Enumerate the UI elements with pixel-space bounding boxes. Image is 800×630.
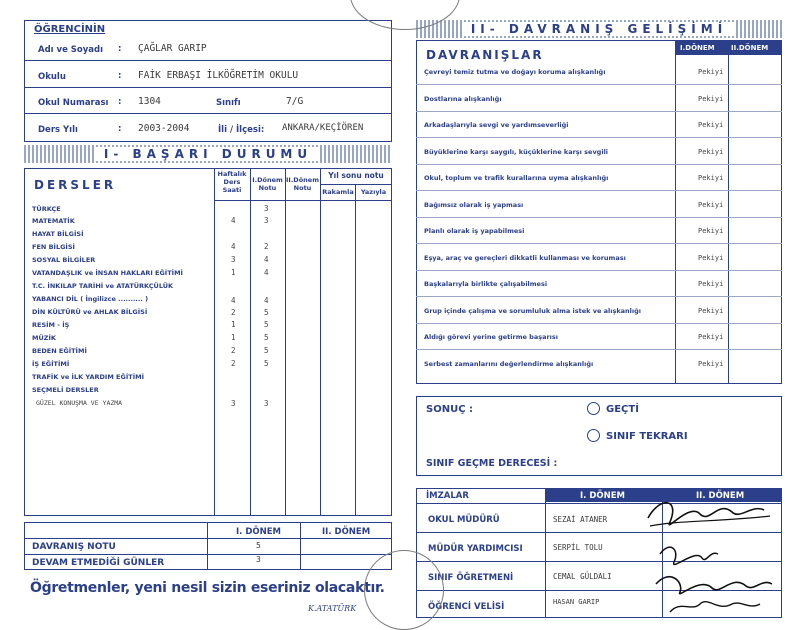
digits-header: Rakamla (322, 188, 354, 196)
subject-grade: 3 (264, 204, 269, 213)
handwritten-signatures (640, 492, 780, 620)
final-header: Yıl sonu notu (328, 171, 384, 180)
subject-hours: 2 (231, 359, 236, 368)
subject-hours: 4 (231, 242, 236, 251)
subject-hours: 2 (231, 308, 236, 317)
student-section-title: ÖĞRENCİNİN (34, 24, 106, 35)
behavior-grade: Pekiyi (698, 94, 724, 103)
bl-term1: I. DÖNEM (236, 527, 282, 537)
behavior-item: Arkadaşlarıyla sevgi ve yardımseverliği (424, 121, 569, 129)
sig-role: ÖĞRENCİ VELİSİ (428, 602, 505, 612)
behavior-item: Grup içinde çalışma ve sorumluluk alma istek ve alışkanlığı (424, 306, 642, 315)
subject-grade: 5 (264, 333, 269, 342)
behavior-item: Eşya, araç ve gereçleri dikkatli kullanması ve koruması (424, 253, 626, 262)
subject-hours: 3 (231, 255, 236, 264)
beh-term1: I.DÖNEM (680, 44, 715, 52)
class-value: 7/G (286, 96, 304, 107)
subject-grade: 4 (264, 255, 269, 264)
subject-grade: 2 (264, 242, 269, 251)
term2-header: II.Dönem Notu (286, 176, 319, 192)
behavior-grade: Pekiyi (698, 306, 724, 315)
success-title: I- BAŞARI DURUMU (96, 147, 320, 161)
behavior-item: Aldığı görevi yerine getirme başarısı (424, 333, 558, 341)
student-number: 1304 (138, 96, 161, 107)
subject-grade: 4 (264, 296, 269, 305)
province-label: İli / İlçesi: (218, 125, 265, 135)
absence-value: 3 (256, 555, 261, 564)
school-label: Okulu (38, 72, 66, 82)
behavior-title: II- DAVRANIŞ GELİŞİMİ (463, 22, 735, 36)
subject-name: TRAFİK ve İLK YARDIM EĞİTİMİ (32, 373, 144, 381)
repeat-checkbox[interactable] (587, 429, 600, 442)
words-header: Yazıyla (360, 188, 387, 196)
subject-hours: 1 (231, 333, 236, 342)
behavior-title-band (416, 20, 782, 38)
behavior-grade: Pekiyi (698, 200, 724, 209)
behavior-grade: Pekiyi (698, 253, 724, 262)
sig-name: CEMAL GÜLDALI (553, 572, 612, 581)
grades-table (24, 168, 392, 516)
subject-name: FEN BİLGİSİ (32, 243, 75, 251)
lessons-header: DERSLER (34, 178, 117, 192)
subject-name: HAYAT BİLGİSİ (32, 230, 84, 238)
province-value: ANKARA/KEÇİÖREN (282, 123, 364, 133)
subject-hours: 3 (231, 399, 236, 408)
subject-name: İŞ EĞİTİMİ (32, 360, 70, 368)
behavior-grade: Pekiyi (698, 359, 724, 368)
sig-name: HASAN GARIP (553, 598, 600, 606)
sig-role: OKUL MÜDÜRÜ (428, 515, 500, 525)
subject-grade: 5 (264, 346, 269, 355)
behavior-item: Serbest zamanlarını değerlendirme alışkanlığı (424, 359, 594, 368)
behavior-grade: Pekiyi (698, 174, 724, 182)
subject-hours: 1 (231, 268, 236, 277)
sig-name: SEZAİ ATANER (553, 515, 608, 524)
subject-grade: 3 (264, 216, 269, 225)
behavior-item: Başkalarıyla birlikte çalışabilmesi (424, 280, 548, 288)
subject-name: YABANCI DİL ( İngilizce .......... ) (32, 295, 149, 303)
subject-hours: 1 (231, 320, 236, 329)
name-label: Adı ve Soyadı (38, 45, 104, 55)
sig-name: SERPİL TOLU (553, 543, 603, 552)
ataturk-signature: K.ATATÜRK (308, 604, 357, 613)
school-name: FAİK ERBAŞI İLKÖĞRETİM OKULU (138, 70, 299, 81)
subject-hours: 4 (231, 216, 236, 225)
subject-name: GÜZEL KONUŞMA VE YAZMA (36, 399, 123, 407)
success-title-band (24, 145, 392, 163)
subject-name: MATEMATİK (32, 217, 75, 225)
sig-role: SINIF ÖĞRETMENİ (428, 573, 514, 583)
behavior-grade: Pekiyi (698, 121, 724, 129)
repeat-label: SINIF TEKRARI (606, 431, 688, 442)
behavior-item: Büyüklerine karşı saygılı, küçüklerine karşı sevgili (424, 147, 609, 156)
subject-name: RESİM - İŞ (32, 321, 70, 329)
subject-hours: 4 (231, 296, 236, 305)
behavior-grade-label: DAVRANIŞ NOTU (32, 542, 116, 552)
official-stamp (364, 550, 444, 630)
grade-degree-label: SINIF GEÇME DERECESİ : (426, 458, 558, 469)
sig-role: MÜDÜR YARDIMCISI (428, 544, 523, 554)
bl-term2: II. DÖNEM (322, 527, 371, 537)
subject-name: TÜRKÇE (32, 205, 61, 213)
hours-header: Haftalık Ders Saati (217, 170, 247, 194)
subject-grade: 5 (264, 359, 269, 368)
sig-term2: II. DÖNEM (696, 491, 745, 501)
number-label: Okul Numarası (38, 98, 109, 108)
pass-label: GEÇTİ (606, 404, 639, 415)
subject-name: T.C. İNKILAP TARİHİ ve ATATÜRKÇÜLÜK (32, 282, 174, 290)
behavior-item: Çevreyi temiz tutma ve doğayı koruma alışkanlığı (424, 68, 606, 76)
subject-name: MÜZİK (32, 334, 56, 342)
absence-label: DEVAM ETMEDİĞİ GÜNLER (32, 558, 165, 568)
sig-term1: I. DÖNEM (580, 491, 626, 501)
pass-checkbox[interactable] (587, 402, 600, 415)
behavior-item: Okul, toplum ve trafik kurallarına uyma alışkanlığı (424, 174, 609, 182)
behavior-item: Bağımsız olarak iş yapması (424, 200, 524, 209)
behaviors-header: DAVRANIŞLAR (426, 48, 544, 62)
behavior-grade: Pekiyi (698, 147, 724, 156)
year-value: 2003-2004 (138, 123, 190, 134)
behavior-grade: Pekiyi (698, 227, 724, 235)
class-label: Sınıfı (216, 98, 241, 108)
subject-name: VATANDAŞLIK ve İNSAN HAKLARI EĞİTİMİ (32, 269, 183, 277)
beh-term2: II.DÖNEM (731, 44, 769, 52)
behavior-item: Planlı olarak iş yapabilmesi (424, 227, 525, 235)
subject-name: DİN KÜLTÜRÜ ve AHLAK BİLGİSİ (32, 308, 148, 316)
subject-grade: 3 (264, 399, 269, 408)
subject-grade: 4 (264, 268, 269, 277)
student-name: ÇAĞLAR GARIP (138, 43, 207, 54)
ataturk-slogan: Öğretmenler, yeni nesil sizin eseriniz olacaktır. (30, 580, 385, 596)
behavior-item: Dostlarına alışkanlığı (424, 94, 502, 103)
signatures-header: İMZALAR (426, 491, 469, 501)
behavior-grade: Pekiyi (698, 68, 724, 76)
behavior-grade: Pekiyi (698, 280, 724, 288)
year-label: Ders Yılı (38, 125, 78, 135)
subject-hours: 2 (231, 346, 236, 355)
behavior-grade: Pekiyi (698, 333, 724, 341)
term1-header: I.Dönem Notu (252, 176, 283, 192)
subject-grade: 5 (264, 320, 269, 329)
result-label: SONUÇ : (426, 404, 474, 415)
subject-name: SOSYAL BİLGİLER (32, 256, 96, 264)
subject-name: SEÇMELİ DERSLER (32, 386, 99, 394)
subject-grade: 5 (264, 308, 269, 317)
behavior-grade-value: 5 (256, 541, 261, 550)
subject-name: BEDEN EĞİTİMİ (32, 347, 87, 355)
